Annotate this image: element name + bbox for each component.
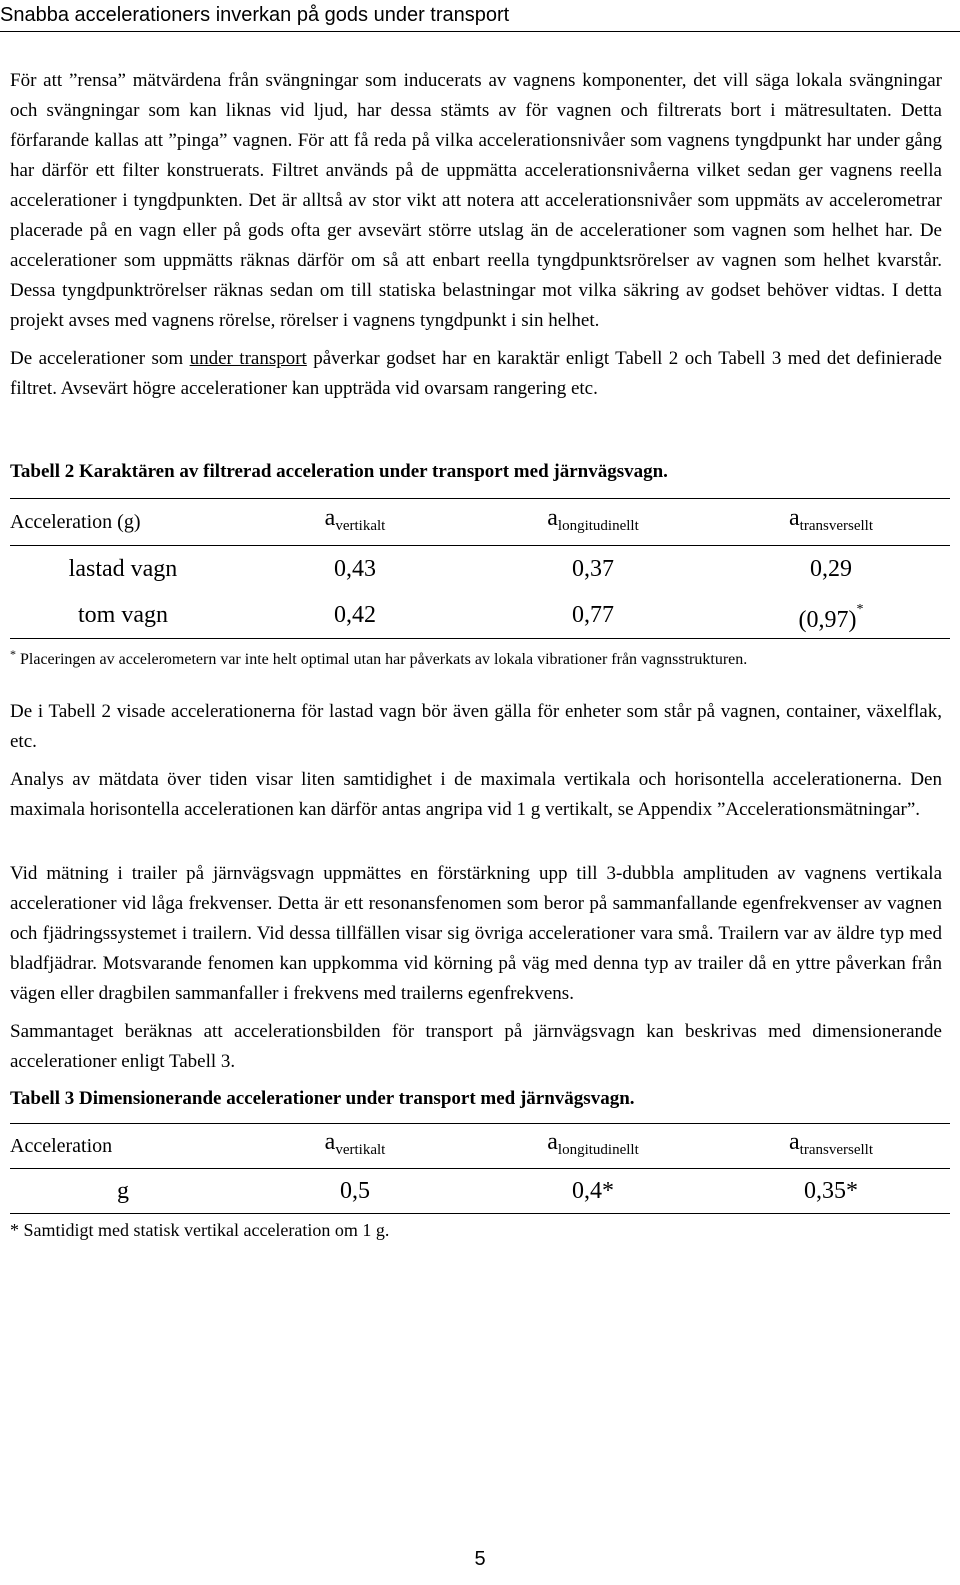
cell-value: (0,97)* [712, 592, 950, 639]
row-label: g [10, 1169, 236, 1214]
page-content [10, 66, 942, 1242]
paragraph-transport-character: De accelerationer som under transport påverkar godset har en karaktär enligt Tabell 2 och Tabell 3 med det definierade filtret. Avsevärt högre accelerationer kan uppträda vid ovarsam rangering etc. [10, 348, 942, 399]
table2-header-label: Acceleration (g) [10, 499, 236, 546]
table2-col-transversal: $a_{transversellt}$ [712, 499, 950, 546]
underlined-phrase: under transport [189, 348, 307, 369]
cell-value: 0,42 [236, 592, 474, 639]
table-row [10, 592, 950, 639]
paragraph-loaded-wagon: De i Tabell 2 visade accelerationerna för lastad vagn bör även gälla för enheter som står på vagnen, container, växelflak, etc. [10, 701, 942, 752]
table3-header-label: Acceleration [10, 1124, 236, 1169]
paragraph-analysis: Analys av mätdata över tiden visar liten samtidighet i de maximala vertikala och horisontella accelerationerna. Den maximala horisontella accelerationen kan därför antas angripa vid 1 g vertikalt, se Appendix ”Accelerationsmätningar”. [10, 769, 942, 820]
paragraph-summary: Sammantaget beräknas att accelerationsbilden för transport på järnvägsvagn kan beskrivas med dimensionerande accelerationer enligt Tabell 3. [10, 1021, 942, 1072]
page-number: 5 [474, 1548, 486, 1570]
table3-col-vertical: $a_{vertikalt}$ [236, 1124, 474, 1169]
table2-col-longitudinal: $a_{longitudinellt}$ [474, 499, 712, 546]
row-label: tom vagn [10, 592, 236, 639]
cell-value: 0,43 [334, 556, 376, 582]
paragraph-trailer-measurement: Vid mätning i trailer på järnvägsvagn uppmättes en förstärkning upp till 3-dubbla amplituden av vagnens vertikala accelerationer vid låga frekvenser. Detta är ett resonansfenomen som beror på sammanfallande egenfrekvenser av vagnen och fjädringssystemet i trailern. Vid dessa tillfällen visar sig övriga accelerationer vara små. Trailern var av äldre typ med bladfjädrar. Motsvarande fenomen kan uppkomma vid körning på väg med denna typ av trailer då en yttre påverkan från vägen eller dragbilen sammanfaller i frekvens med trailerns egenfrekvens. [10, 863, 942, 1004]
document-title: Snabba accelerationers inverkan på gods under transport [0, 4, 510, 26]
row-label: lastad vagn [68, 556, 178, 582]
header-rule [0, 31, 960, 32]
table2 [10, 498, 950, 639]
table2-footnote: * Placeringen av accelerometern var inte helt optimal utan har påverkats av lokala vibrationer från vagnsstrukturen. [10, 647, 748, 668]
cell-value: 0,29 [810, 556, 852, 582]
cell-value: 0,5 [236, 1169, 474, 1214]
cell-value: 0,4* [474, 1169, 712, 1214]
footnote-mark: * [856, 602, 864, 617]
table2-col-vertical: $a_{vertikalt}$ [236, 499, 474, 546]
cell-value: 0,77 [474, 592, 712, 639]
table3-col-longitudinal: $a_{longitudinellt}$ [474, 1124, 712, 1169]
paragraph-filtering: För att ”rensa” mätvärdena från svängningar som inducerats av vagnens komponenter, det vill säga lokala svängningar och svängningar som kan liknas vid ljud, har dessa stämts av för vagnen och filtrerats bort i mätresultaten. Detta förfarande kallas att ”pinga” vagnen. För att få reda på vilka accelerationsnivåer som vagnens tyngdpunkt har under gång har därför ett filter konstruerats. Filtret används på de uppmätta accelerationsnivåerna vilket sedan ger vagnens reella accelerationer i tyngdpunkten. Det är alltså av stor vikt att notera att accelerationsnivåer som uppmäts av accelerometrar placerade på en vagn eller på gods ofta ger avsevärt större utslag än de accelerationer som vagnen som helhet har. De accelerationer som uppmätts räknas därför om så att enbart reella tyngdpunktsrörelser av vagnen som helhet kvarstår. Dessa tyngdpunktrörelser räknas sedan om till statiska belastningar mot vilka säkring av godset behöver vidtas. I detta projekt avses med vagnens rörelse, rörelser i vagnens tyngdpunkt i sin helhet. [10, 70, 942, 331]
cell-value: 0,35* [712, 1169, 950, 1214]
table3-col-transversal: $a_{transversellt}$ [712, 1124, 950, 1169]
table-row [10, 1169, 950, 1214]
table3-header-row [10, 1124, 950, 1169]
table3-caption: Tabell 3 Dimensionerande accelerationer under transport med järnvägsvagn. [10, 1088, 635, 1109]
cell-value: 0,37 [572, 556, 614, 582]
table2-caption: Tabell 2 Karaktären av filtrerad acceleration under transport med järnvägsvagn. [10, 461, 668, 482]
table3 [10, 1123, 950, 1214]
table-row [10, 546, 950, 593]
running-header [0, 0, 960, 30]
table3-footnote: * Samtidigt med statisk vertikal acceleration om 1 g. [10, 1220, 390, 1240]
table2-header-row [10, 499, 950, 546]
